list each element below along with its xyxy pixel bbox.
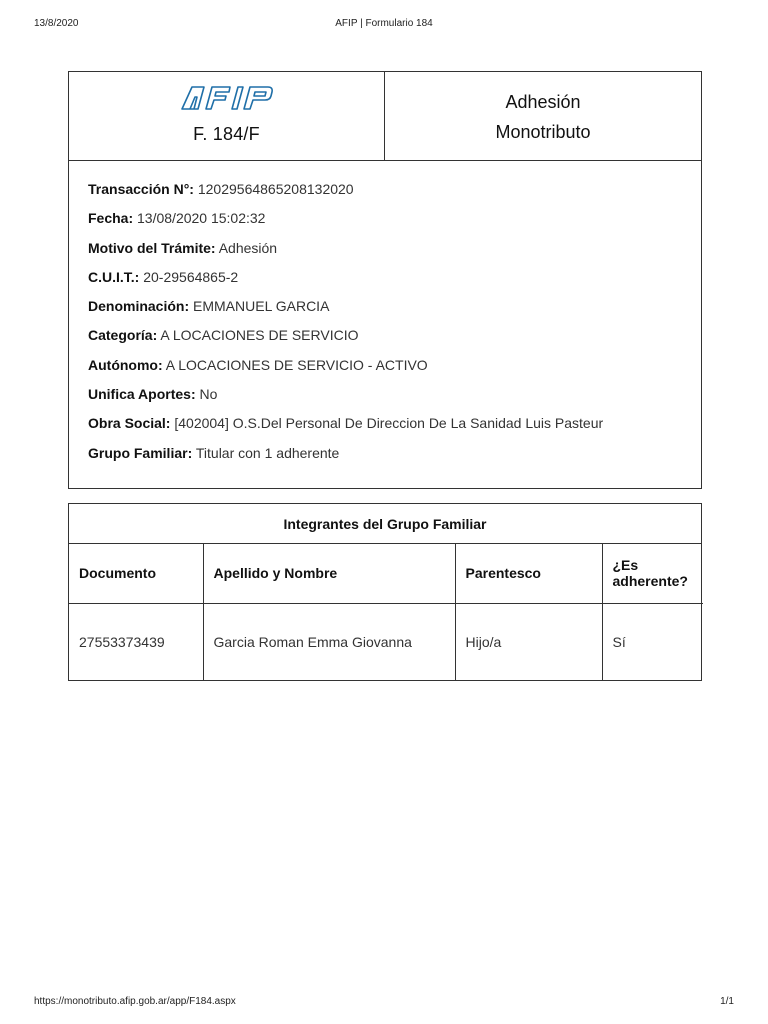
form-header-right (385, 72, 701, 160)
field-categoria: Categoría: A LOCACIONES DE SERVICIO (88, 327, 359, 344)
family-title: Integrantes del Grupo Familiar (69, 504, 701, 544)
form-header (69, 72, 701, 161)
field-fecha: Fecha: 13/08/2020 15:02:32 (88, 210, 266, 227)
form-title-line2: Monotributo (495, 122, 591, 142)
field-unifica-aportes: Unifica Aportes: No (88, 386, 218, 403)
col-apellido-nombre: Apellido y Nombre (203, 544, 455, 603)
form-card (68, 71, 702, 489)
family-table (69, 544, 703, 680)
cell-documento: 27553373439 (69, 603, 203, 680)
field-denominacion: Denominación: EMMANUEL GARCIA (88, 298, 330, 315)
field-cuit: C.U.I.T.: 20-29564865-2 (88, 268, 239, 285)
col-documento: Documento (69, 544, 203, 603)
print-date: 13/8/2020 (34, 18, 79, 29)
field-list (69, 161, 701, 471)
afip-logo-icon (180, 85, 274, 116)
cell-parentesco: Hijo/a (455, 603, 602, 680)
field-autonomo: Autónomo: A LOCACIONES DE SERVICIO - ACTIVO (88, 356, 428, 373)
print-title: AFIP | Formulario 184 (335, 18, 433, 29)
col-parentesco: Parentesco (455, 544, 602, 603)
field-obra-social: Obra Social: [402004] O.S.Del Personal De Direccion De La Sanidad Luis Pasteur (88, 415, 604, 432)
form-header-left (69, 72, 385, 160)
cell-es-adherente: Sí (612, 633, 626, 650)
col-es-adherente: ¿Es adherente? (602, 544, 703, 603)
print-url: https://monotributo.afip.gob.ar/app/F184.aspx (34, 996, 236, 1007)
print-page-number: 1/1 (720, 996, 734, 1007)
form-code: F. 184/F (193, 124, 260, 144)
table-row (69, 603, 703, 680)
cell-apellido-nombre: Garcia Roman Emma Giovanna (203, 603, 455, 680)
family-table-header (69, 544, 703, 603)
field-transaccion: Transacción N°: 12029564865208132020 (88, 181, 354, 197)
field-motivo: Motivo del Trámite: Adhesión (88, 239, 278, 256)
form-title-line1: Adhesión (505, 92, 581, 112)
field-grupo-familiar: Grupo Familiar: Titular con 1 adherente (88, 444, 340, 461)
family-card (68, 503, 702, 681)
